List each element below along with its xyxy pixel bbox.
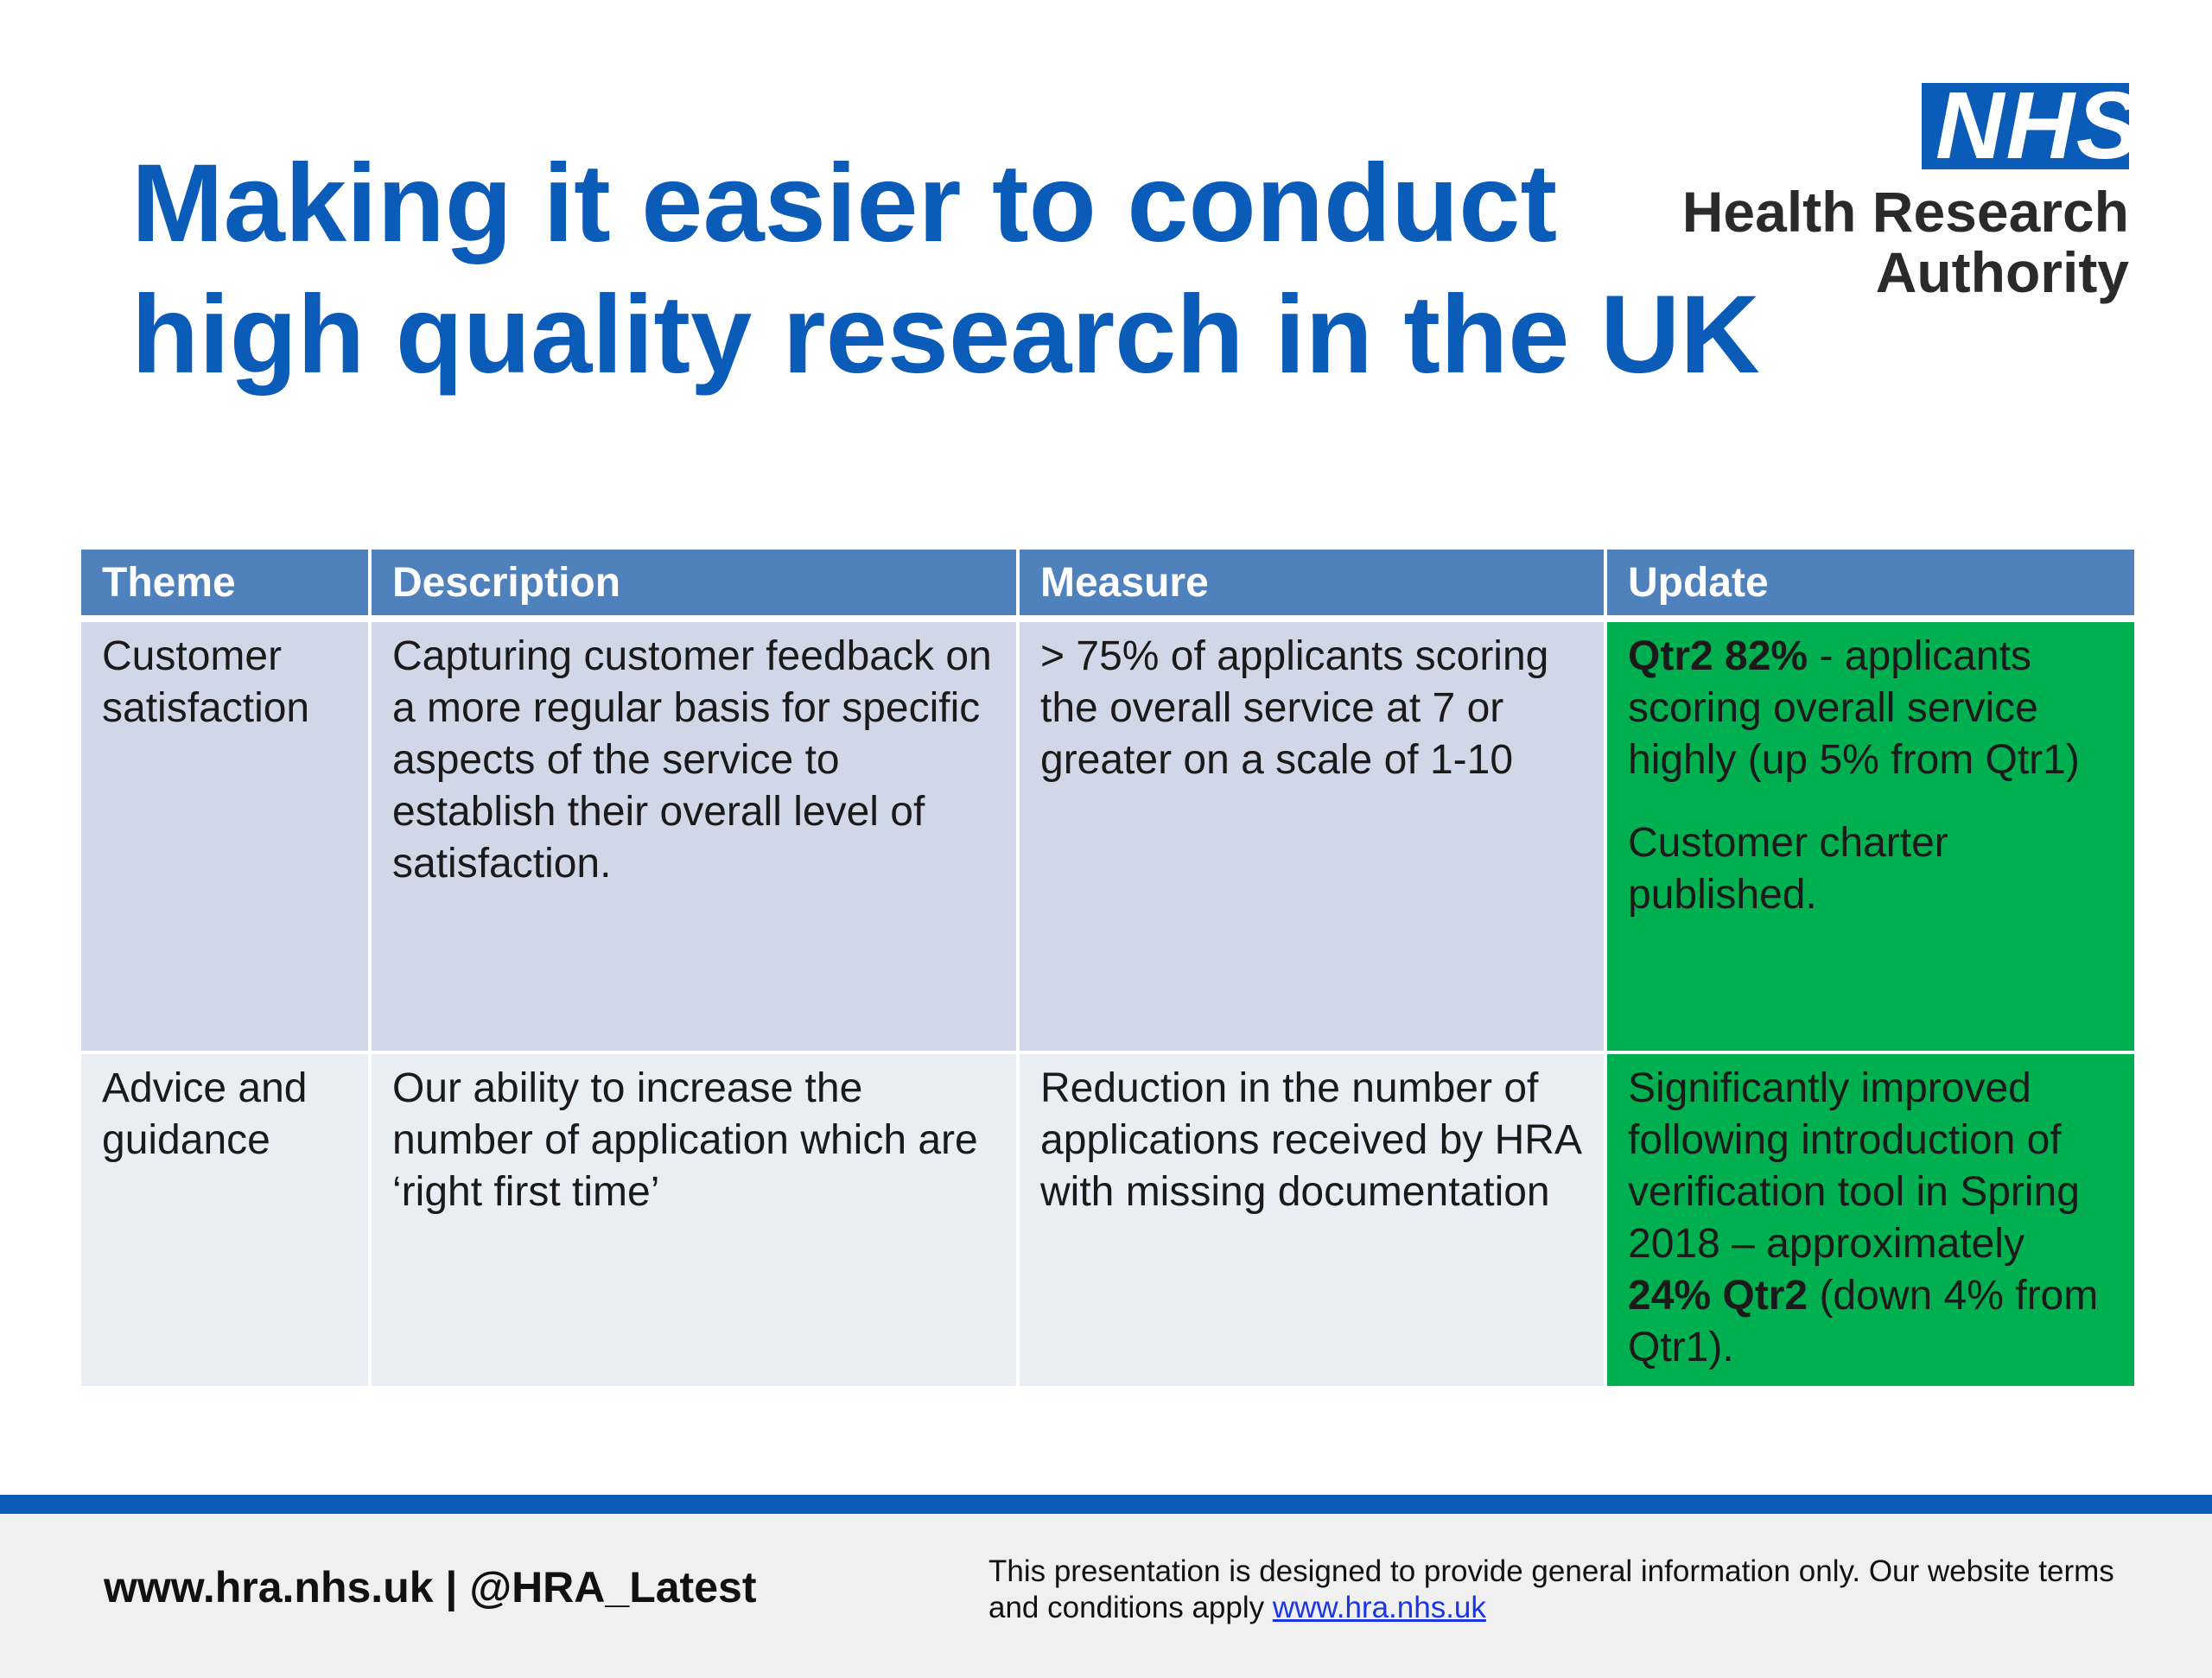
table-row [81,1054,2134,1386]
table-row [81,622,2134,1054]
update-second-para: Customer charter published. [1628,820,1948,918]
nhs-logo-box: NHS [1922,83,2129,169]
footer-website-handle: www.hra.nhs.uk | @HRA_Latest [104,1563,757,1611]
header-measure: Measure [1020,550,1604,622]
cell-description: Our ability to increase the number of application which are ‘right first time’ [372,1054,1016,1386]
update-text-before: Significantly improved following introduction of verification tool in Spring 2018 – approximately [1628,1065,2080,1267]
website-link[interactable]: www.hra.nhs.uk [1272,1591,1486,1624]
paragraph-gap [1628,786,2113,817]
header-update: Update [1607,550,2134,622]
update-bold-lead: Qtr2 82% [1628,633,1808,679]
disclaimer-text: This presentation is designed to provide general information only. Our website terms and conditions apply [988,1554,2114,1624]
cell-theme: Advice and guidance [81,1054,368,1386]
update-text-after: (down 4% from Qtr1). [1628,1273,2099,1370]
cell-measure: Reduction in the number of applications received by HRA with missing documentation [1020,1054,1604,1386]
cell-description: Capturing customer feedback on a more regular basis for specific aspects of the service to establish their overall level of satisfaction. [372,622,1016,1054]
org-name-line-2: Authority [1875,240,2129,304]
org-name-line-1: Health Research [1681,180,2129,244]
cell-update [1607,1054,2134,1386]
table-header-row [81,550,2134,622]
cell-update [1607,622,2134,1054]
update-text: - applicants scoring overall service highly (up 5% from Qtr1) [1628,633,2080,783]
performance-table [78,550,2138,1386]
cell-theme: Customer satisfaction [81,622,368,1054]
header-description: Description [372,550,1016,622]
slide-title [131,138,1825,401]
slide-title-line-1: Making it easier to conduct [131,142,1558,265]
org-name [1645,181,2129,302]
update-first-para [1628,631,2113,786]
cell-measure: > 75% of applicants scoring the overall service at 7 or greater on a scale of 1-10 [1020,622,1604,1054]
slide-title-line-2: high quality research in the UK [131,273,1760,397]
header-theme: Theme [81,550,368,622]
update-bold-mid: 24% Qtr2 [1628,1273,1808,1319]
hra-logo [1645,73,2142,304]
footer-disclaimer [988,1554,2138,1626]
